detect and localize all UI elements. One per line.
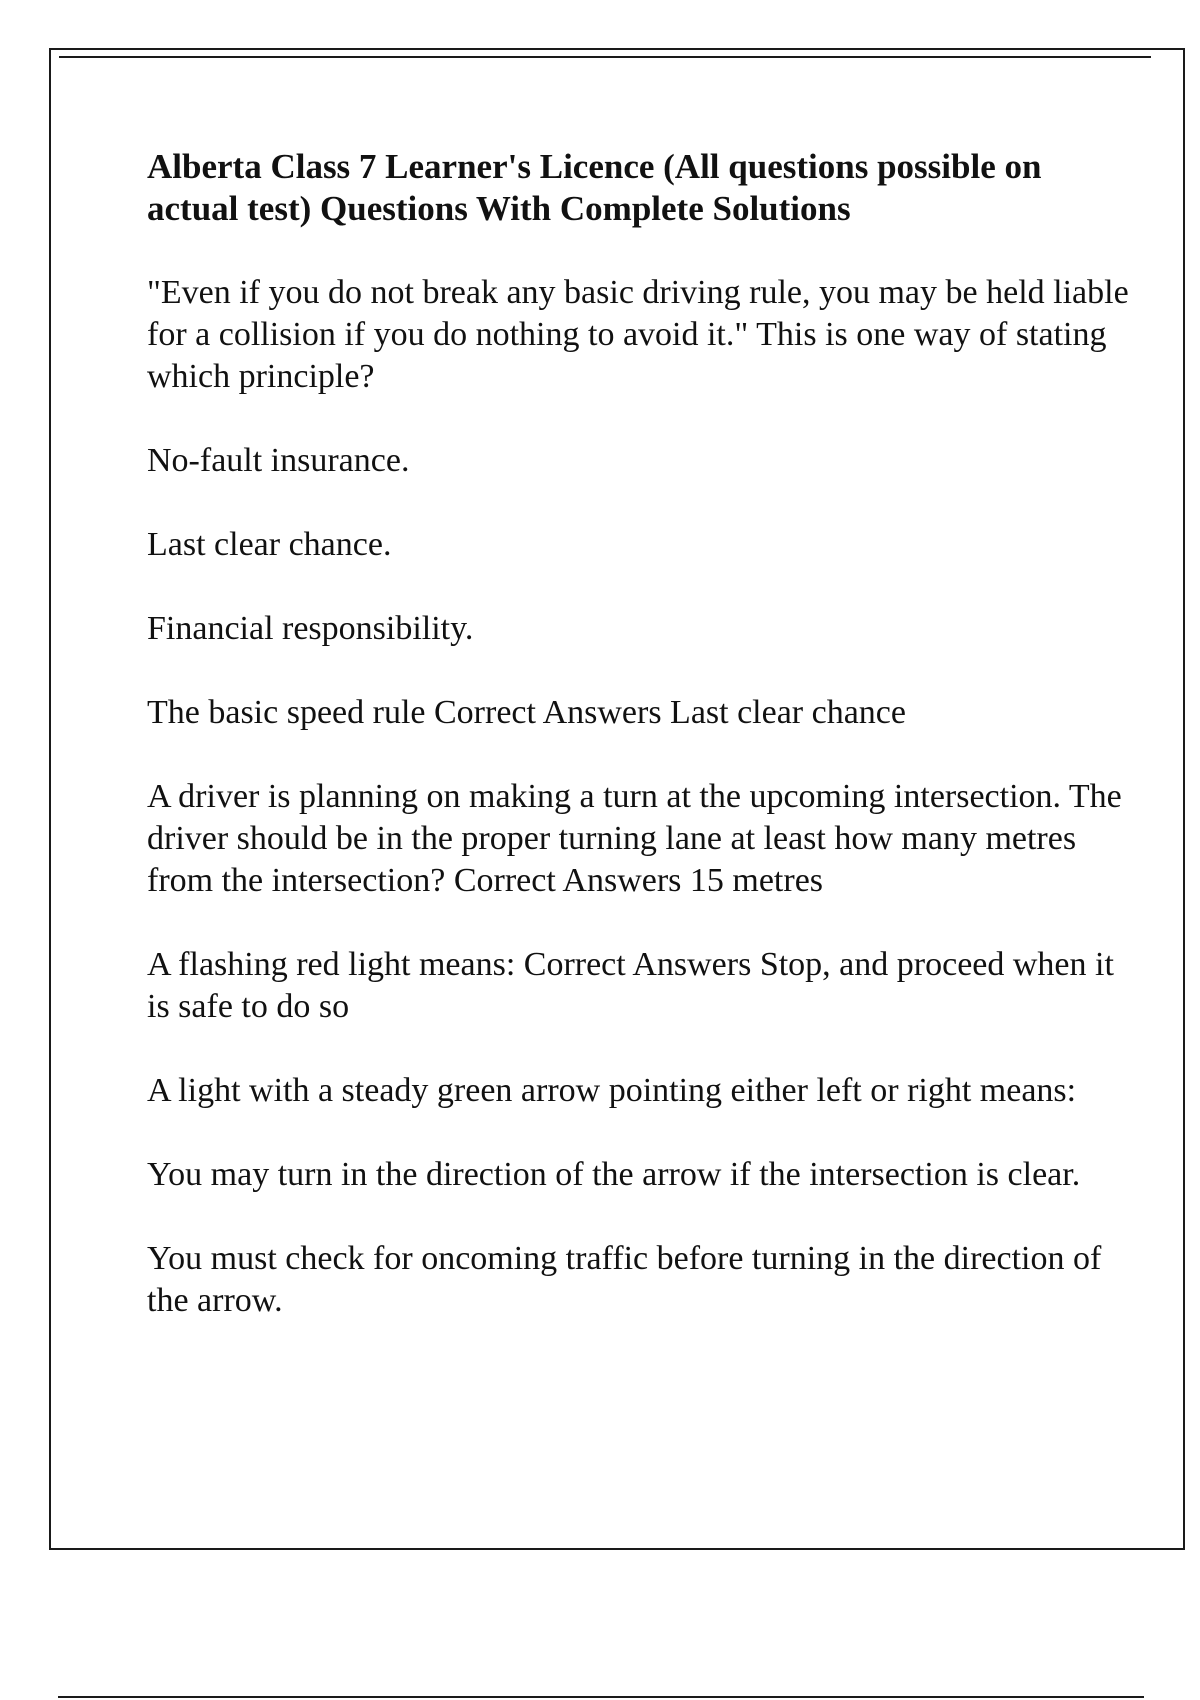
document-title: Alberta Class 7 Learner's Licence (All questions possible on actual test) Questions With Complete Solutions	[147, 147, 1042, 228]
answer-option: You must check for oncoming traffic before turning in the direction of the arrow.	[147, 1240, 1102, 1319]
question-paragraph: A light with a steady green arrow pointing either left or right means:	[147, 1072, 1077, 1109]
question-with-solution: A flashing red light means: Correct Answers Stop, and proceed when it is safe to do so	[147, 946, 1114, 1025]
top-rule	[59, 56, 1151, 58]
question-with-solution: A driver is planning on making a turn at the upcoming intersection. The driver should be in the proper turning lane at least how many metres from the intersection? Correct Answers 15 metres	[147, 778, 1122, 899]
answer-option: Last clear chance.	[147, 526, 392, 563]
bottom-rule	[58, 1696, 1144, 1698]
document-body	[147, 146, 1137, 1364]
answer-option-with-solution: The basic speed rule Correct Answers Last clear chance	[147, 694, 906, 731]
answer-option: Financial responsibility.	[147, 610, 474, 647]
answer-option: No-fault insurance.	[147, 442, 410, 479]
answer-option: You may turn in the direction of the arrow if the intersection is clear.	[147, 1156, 1081, 1193]
question-paragraph: "Even if you do not break any basic driving rule, you may be held liable for a collision if you do nothing to avoid it." This is one way of stating which principle?	[147, 274, 1129, 395]
page-frame	[49, 48, 1185, 1550]
